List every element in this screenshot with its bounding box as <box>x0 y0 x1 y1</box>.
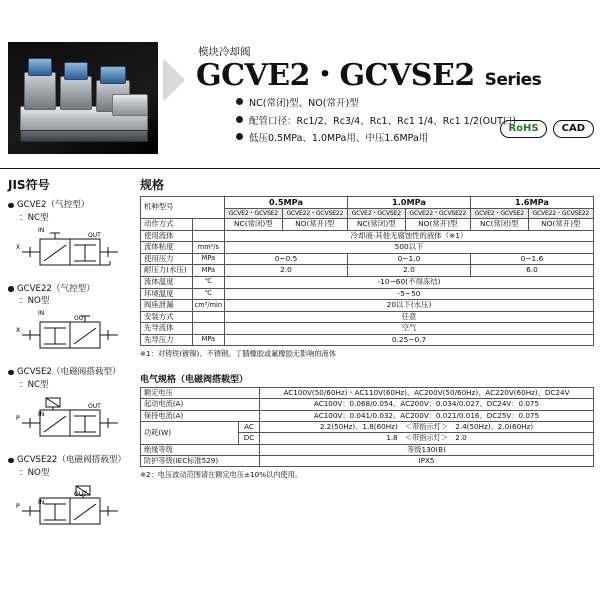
row-label: 耐压力(水压) <box>141 265 193 277</box>
row-label: 先导流体 <box>141 323 193 335</box>
table-row <box>141 219 594 231</box>
table-row <box>141 421 594 432</box>
table-row <box>141 334 594 346</box>
model-cell: GCVE2・GCVSE2 <box>348 209 406 219</box>
svg-text:OUT: OUT <box>88 231 101 239</box>
list-item: 低压0.5MPa、1.0MPa用、中压1.6MPa用 <box>236 130 516 144</box>
row-label: 防护等级(IEC标准529) <box>141 455 260 466</box>
row-label: 流体温度 <box>141 277 193 289</box>
row-unit: mm²/s <box>192 242 224 254</box>
table-row <box>141 399 594 410</box>
svg-text:OUT: OUT <box>74 490 87 498</box>
row-unit <box>192 311 224 323</box>
model-cell: GCVE2・GCVSE2 <box>225 209 283 219</box>
table-row <box>141 197 594 209</box>
table-row <box>141 277 594 289</box>
row-unit: MPa <box>192 253 224 265</box>
symbol-gcvse2 <box>8 367 134 448</box>
symbol-subtitle: ：NO型 <box>19 296 50 307</box>
list-item: 配管口径：Rc1/2、Rc3/4、Rc1、Rc1 1/4、Rc1 1/2(OUT口) <box>236 113 516 127</box>
symbol-diagram <box>14 308 132 360</box>
spec-section-title: 规格 <box>140 178 165 192</box>
svg-text:X: X <box>16 243 21 251</box>
cell: NC(常闭)型 <box>225 219 283 231</box>
valve-body-1 <box>24 72 56 110</box>
spec-table-note: ※1：对铸铁(镀镍)、不锈钢、丁腈橡胶或氟橡胶无影响的液体 <box>140 349 336 359</box>
row-label: 保持电流(A) <box>141 410 260 421</box>
row-unit: ℃ <box>192 277 224 289</box>
cad-badge <box>553 120 594 138</box>
svg-text:X: X <box>16 327 21 335</box>
table-row <box>141 230 594 242</box>
svg-text:IN: IN <box>38 310 45 318</box>
row-label: 使用压力 <box>141 253 193 265</box>
row-sublabel-ac: AC <box>239 421 260 432</box>
rohs-badge <box>500 120 546 138</box>
jis-section-title: JIS符号 <box>8 178 50 192</box>
row-unit: MPa <box>192 334 224 346</box>
product-series-label: Series <box>484 70 542 90</box>
table-row <box>141 253 594 265</box>
cad-badge-label: CAD <box>561 123 585 134</box>
cell: 2.0 <box>348 265 471 277</box>
row-unit <box>192 219 224 231</box>
cell: 0~0.5 <box>225 253 348 265</box>
pressure-group-header: 0.5MPa <box>225 197 348 209</box>
row-label: 阀座泄漏 <box>141 300 193 312</box>
symbol-title: GCVE22（气控型） <box>8 284 134 295</box>
cell: -10~60(不得冻结) <box>225 277 594 289</box>
cell: NO(常开)型 <box>405 219 470 231</box>
cell: NO(常开)型 <box>528 219 593 231</box>
valve-body-2 <box>60 76 92 110</box>
spec-corner-label: 机种型号 <box>141 197 225 219</box>
symbol-gcve2 <box>8 200 134 277</box>
symbol-title: GCVSE2（电磁阀搭载型） <box>8 367 134 378</box>
electric-table-note: ※2：电压波动范围请在额定电压±10%以内使用。 <box>140 470 302 480</box>
svg-text:P: P <box>16 502 20 510</box>
cell: AC100V(50/60Hz)・AC110V(60Hz)、AC200V(50/60Hz)、AC220V(60Hz)、DC24V <box>260 388 594 399</box>
cell: 20以下(水压) <box>225 300 594 312</box>
list-item: NC(常闭)型、NO(常开)型 <box>236 95 516 109</box>
svg-text:OUT: OUT <box>74 315 87 323</box>
row-label: 先导压力 <box>141 334 193 346</box>
model-cell: GCVE22・GCVSE22 <box>528 209 593 219</box>
spec-column <box>140 176 594 480</box>
pressure-group-header: 1.0MPa <box>348 197 471 209</box>
symbol-subtitle: ：NC型 <box>19 212 49 223</box>
row-unit: cm³/min <box>192 300 224 312</box>
symbol-title: GCVE2（气控型） <box>8 200 134 211</box>
model-cell: GCVE22・GCVSE22 <box>282 209 347 219</box>
table-row <box>141 265 594 277</box>
product-photo <box>8 42 158 154</box>
cell: NC(常闭)型 <box>348 219 406 231</box>
jis-symbol-column <box>8 176 134 536</box>
row-label: 环境温度 <box>141 288 193 300</box>
table-row <box>141 311 594 323</box>
cell: 空气 <box>225 323 594 335</box>
row-label: 使用流体 <box>141 230 193 242</box>
valve-coil-2 <box>64 62 88 80</box>
row-label: 功耗(W) <box>141 421 239 444</box>
row-unit: MPa <box>192 265 224 277</box>
arrow-marker-icon <box>163 58 185 102</box>
electric-table-title: 电气规格（电磁阀搭载型） <box>140 375 249 386</box>
symbol-gcve22 <box>8 284 134 361</box>
row-label: 动作方式 <box>141 219 193 231</box>
table-row <box>141 242 594 254</box>
symbol-subtitle: ：NO型 <box>19 467 50 478</box>
valve-coil-1 <box>28 58 52 76</box>
cell: NO(常开)型 <box>282 219 347 231</box>
symbol-title: GCVSE22（电磁阀搭载型） <box>8 455 134 466</box>
cell: AC100V：0.041/0.032、AC200V：0.021/0.016、DC25V：0.075 <box>260 410 594 421</box>
cell: 任意 <box>225 311 594 323</box>
table-row <box>141 323 594 335</box>
cell: 0~1.0 <box>348 253 471 265</box>
row-label: 额定电压 <box>141 388 260 399</box>
symbol-diagram <box>14 480 132 536</box>
cell: 500以下 <box>225 242 594 254</box>
badge-group <box>500 120 594 138</box>
svg-text:IN: IN <box>38 226 45 234</box>
svg-text:IN: IN <box>38 498 45 506</box>
row-unit <box>192 230 224 242</box>
feature-bullets <box>196 95 516 148</box>
cell: NC(常闭)型 <box>470 219 528 231</box>
cell: 2.2(50Hz)、1.8(60Hz) ＜带指示灯＞ 2.4(50Hz)、2.0(60Hz) <box>260 421 594 432</box>
cell: IPX5 <box>260 455 594 466</box>
cell: 1.8 ＜带指示灯＞ 2.0 <box>260 433 594 444</box>
row-label: 绝缘等级 <box>141 444 260 455</box>
symbol-subtitle: ：NC型 <box>19 380 49 391</box>
table-row <box>141 300 594 312</box>
product-title-text: GCVE2・GCVSE2 <box>196 58 475 93</box>
symbol-diagram <box>14 392 132 448</box>
product-subtitle: 模块冷却阀 <box>198 46 251 58</box>
model-cell: GCVE2・GCVSE2 <box>470 209 528 219</box>
title-block <box>196 44 541 91</box>
spec-table <box>140 196 594 346</box>
cell: 6.0 <box>470 265 593 277</box>
table-row <box>141 410 594 421</box>
svg-text:IN: IN <box>38 411 45 419</box>
table-row <box>141 455 594 466</box>
row-label: 流体粘度 <box>141 242 193 254</box>
cell: 2.0 <box>225 265 348 277</box>
symbol-gcvse22 <box>8 455 134 536</box>
table-row <box>141 288 594 300</box>
product-title <box>196 58 542 93</box>
row-label: 安装方式 <box>141 311 193 323</box>
svg-text:P: P <box>16 415 20 423</box>
cell: 冷却液·其他无腐蚀性的液体（※1） <box>225 230 594 242</box>
cell: AC100V：0.068/0.054、AC200V：0.034/0.027、DC24V：0.075 <box>260 399 594 410</box>
cell: 等级130(B) <box>260 444 594 455</box>
valve-coil-3 <box>100 66 126 84</box>
cell: -5~50 <box>225 288 594 300</box>
header-divider <box>0 168 600 169</box>
cell: 0.25~0.7 <box>225 334 594 346</box>
model-cell: GCVE22・GCVSE22 <box>405 209 470 219</box>
cell: 0~1.6 <box>470 253 593 265</box>
row-unit: ℃ <box>192 288 224 300</box>
electric-spec-table <box>140 387 594 467</box>
page-header <box>0 0 600 170</box>
rohs-badge-label: RoHS <box>508 123 539 134</box>
row-unit <box>192 323 224 335</box>
pressure-group-header: 1.6MPa <box>470 197 593 209</box>
row-label: 起动电流(A) <box>141 399 260 410</box>
svg-text:OUT: OUT <box>88 403 101 411</box>
table-row <box>141 444 594 455</box>
symbol-diagram <box>14 225 132 277</box>
valve-outlet-block <box>112 94 148 116</box>
manifold-foot <box>20 130 148 142</box>
row-sublabel-dc: DC <box>239 433 260 444</box>
table-row <box>141 388 594 399</box>
